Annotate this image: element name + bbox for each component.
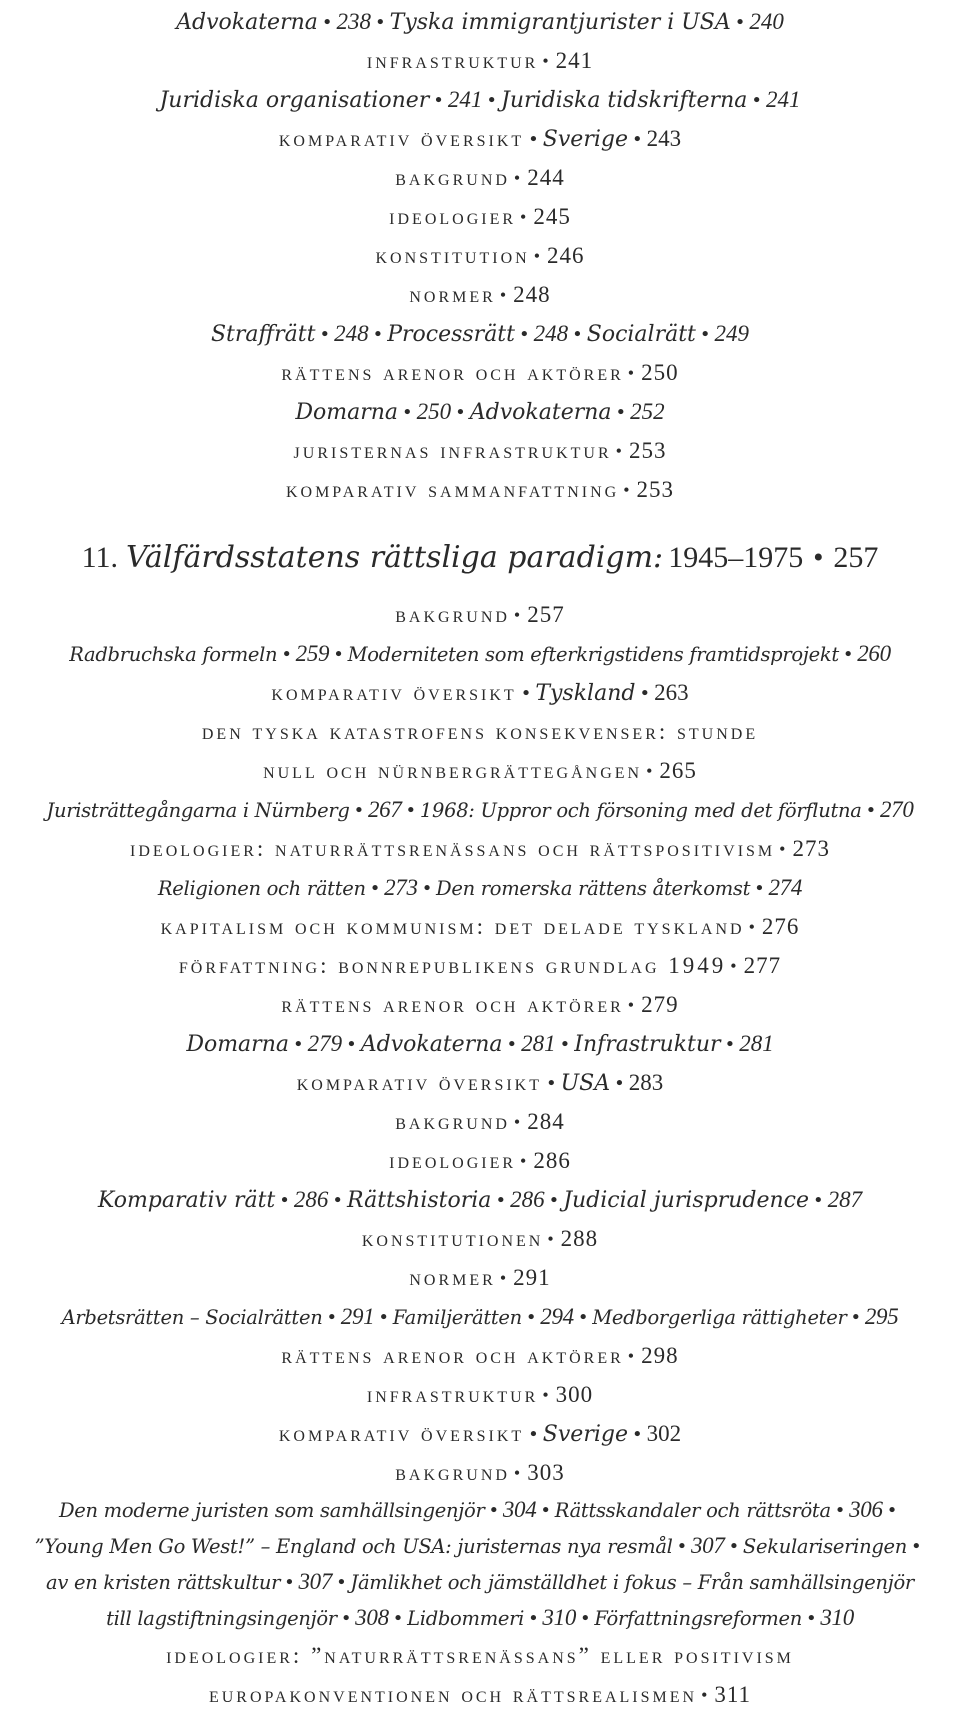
toc-entry — [0, 1564, 960, 1600]
bullet-separator: • — [639, 683, 651, 704]
bullet-separator: • — [676, 1536, 687, 1557]
toc-section-before — [0, 2, 960, 509]
bullet-separator: • — [372, 324, 384, 345]
toc-entry-page: 250 — [641, 360, 679, 385]
bullet-separator: • — [378, 1307, 389, 1328]
toc-entry-title: Socialrätt — [586, 322, 696, 347]
toc-entry-title: juristernas infrastruktur — [293, 438, 612, 463]
toc-entry-page: 273 — [792, 836, 830, 861]
bullet-separator: • — [284, 1572, 295, 1593]
toc-entry-title: av en kristen rättskultur — [46, 1571, 281, 1594]
toc-entry — [0, 1600, 960, 1636]
toc-entry-page: 304 — [502, 1497, 537, 1522]
toc-entry — [0, 1102, 960, 1141]
toc-entry — [0, 1528, 960, 1564]
bullet-separator: • — [779, 839, 789, 859]
toc-entry-page: 273 — [384, 875, 418, 900]
toc-entry-title: 1968: Uppror och försoning med det förflutna — [419, 799, 862, 822]
toc-entry-page: 270 — [879, 797, 914, 822]
toc-entry-title: Domarna — [186, 1032, 289, 1057]
toc-entry-page: 244 — [527, 165, 565, 190]
toc-entry — [0, 907, 960, 946]
bullet-separator: • — [402, 402, 413, 423]
bullet-separator: • — [321, 12, 333, 33]
toc-entry-title: Juristrättegångarna i Nürnberg — [46, 799, 350, 822]
toc-entry-page: 253 — [628, 438, 667, 463]
toc-entry-page: 279 — [307, 1031, 343, 1056]
bullet-separator: • — [805, 1608, 817, 1629]
toc-entry — [0, 41, 960, 80]
toc-entry-title: komparativ översikt — [271, 680, 517, 705]
toc-entry-page: 310 — [542, 1605, 577, 1630]
bullet-separator: • — [614, 1073, 625, 1094]
toc-entry-page: 250 — [416, 399, 452, 424]
toc-entry-title: Infrastruktur — [574, 1032, 721, 1057]
bullet-separator: • — [627, 363, 638, 383]
bullet-separator: • — [336, 1572, 347, 1593]
bullet-separator: • — [850, 1307, 861, 1328]
toc-entry-page: 253 — [636, 477, 675, 502]
bullet-separator: • — [627, 995, 638, 1015]
toc-entry-title: Moderniteten som efterkrigstidens framtidsprojekt — [347, 643, 839, 666]
toc-entry — [0, 1492, 960, 1528]
bullet-separator: • — [751, 90, 762, 111]
toc-entry-page: 283 — [628, 1070, 664, 1095]
toc-entry-page: 240 — [749, 9, 784, 34]
toc-entry-page: 277 — [743, 953, 782, 978]
bullet-separator: • — [528, 1608, 539, 1629]
toc-entry-page: 245 — [533, 204, 571, 229]
bullet-separator: • — [528, 129, 539, 150]
toc-entry-title: Sverige — [542, 1422, 628, 1447]
bullet-separator: • — [542, 51, 552, 71]
toc-entry-page: 246 — [547, 243, 585, 268]
bullet-separator: • — [724, 1034, 736, 1055]
toc-entry-page: 241 — [766, 87, 801, 112]
toc-entry-title: Sekulariseringen — [742, 1535, 908, 1558]
toc-entry-page: 286 — [293, 1187, 329, 1212]
toc-entry-page: 306 — [849, 1497, 883, 1522]
bullet-separator: • — [546, 1073, 557, 1094]
toc-entry-title: rättens arenor och aktörer — [281, 360, 624, 385]
toc-entry-page: 286 — [533, 1148, 571, 1173]
toc-entry-page: 281 — [521, 1031, 556, 1056]
toc-entry-page: 263 — [654, 680, 689, 705]
toc-entry-title: USA — [560, 1071, 611, 1096]
chapter-title: Välfärdsstatens rättsliga paradigm: — [125, 540, 664, 575]
bullet-separator: • — [520, 1151, 530, 1171]
bullet-separator: • — [520, 683, 532, 704]
toc-entry-page: 288 — [560, 1226, 599, 1251]
toc-entry-title: till lagstiftningsingenjör — [106, 1607, 337, 1630]
toc-entry — [0, 353, 960, 392]
bullet-separator: • — [842, 644, 854, 665]
toc-entry-page: 252 — [630, 399, 665, 424]
toc-entry — [0, 829, 960, 868]
toc-entry-page: 307 — [298, 1569, 333, 1594]
toc-entry-title: konstitutionen — [361, 1226, 544, 1251]
bullet-separator: • — [340, 1608, 352, 1629]
toc-entry-title: infrastruktur — [366, 1382, 539, 1407]
bullet-separator: • — [369, 878, 381, 899]
toc-entry — [0, 985, 960, 1024]
toc-entry-title: Straffrätt — [210, 322, 316, 347]
toc-entry — [0, 119, 960, 158]
toc-entry — [0, 1675, 960, 1714]
bullet-separator: • — [486, 90, 498, 111]
toc-entry-page: 276 — [761, 914, 800, 939]
toc-entry-title: Juridiska organisationer — [159, 88, 430, 113]
toc-entry-title: ideologier — [389, 1148, 517, 1173]
toc-entry-page: 257 — [527, 602, 565, 627]
bullet-separator: • — [353, 800, 364, 821]
bullet-separator: • — [332, 1190, 344, 1211]
bullet-separator: • — [811, 544, 826, 572]
bullet-separator: • — [813, 1190, 824, 1211]
bullet-separator: • — [559, 1034, 571, 1055]
toc-entry-page: 274 — [768, 875, 803, 900]
toc-entry-title: bakgrund — [395, 602, 510, 627]
bullet-separator: • — [525, 1307, 537, 1328]
bullet-separator: • — [499, 285, 510, 305]
toc-entry — [0, 790, 960, 829]
bullet-separator: • — [279, 1190, 290, 1211]
toc-entry-title: Arbetsrätten – Socialrätten — [61, 1306, 323, 1329]
toc-entry-page: 249 — [714, 321, 750, 346]
toc-entry-title: bakgrund — [395, 1460, 510, 1485]
bullet-separator: • — [728, 1536, 739, 1557]
toc-entry-title: den tyska katastrofens konsekvenser: stunde — [201, 719, 759, 744]
bullet-separator: • — [519, 324, 530, 345]
toc-entry — [0, 431, 960, 470]
toc-entry-title: konstitution — [375, 243, 530, 268]
bullet-separator: • — [911, 1536, 922, 1557]
bullet-separator: • — [319, 324, 331, 345]
toc-entry — [0, 673, 960, 712]
toc-entry-title: Författningsreformen — [594, 1607, 802, 1630]
bullet-separator: • — [513, 605, 524, 625]
toc-entry-title: normer — [409, 282, 496, 307]
toc-entry-page: 284 — [527, 1109, 565, 1134]
toc-entry-page: 260 — [857, 641, 891, 666]
toc-entry-page: 302 — [646, 1421, 682, 1446]
bullet-separator: • — [834, 1500, 846, 1521]
toc-entry — [0, 751, 960, 790]
bullet-separator: • — [513, 1463, 524, 1483]
bullet-separator: • — [572, 324, 583, 345]
toc-entry-title: Den romerska rättens återkomst — [436, 877, 751, 900]
toc-entry-title: Jämlikhet och jämställdhet i fokus – Från samhällsingenjör — [350, 1571, 914, 1594]
toc-entry-title: Processrätt — [387, 322, 515, 347]
toc-entry — [0, 1336, 960, 1375]
toc-entry-page: 308 — [355, 1605, 389, 1630]
toc-entry-title: Den moderne juristen som samhällsingenjör — [58, 1499, 485, 1522]
toc-entry — [0, 595, 960, 634]
bullet-separator: • — [886, 1500, 898, 1521]
bullet-separator: • — [730, 956, 740, 976]
toc-entry-page: 279 — [641, 992, 679, 1017]
bullet-separator: • — [421, 878, 433, 899]
toc-entry-page: 307 — [690, 1533, 725, 1558]
bullet-separator: • — [405, 800, 416, 821]
toc-entry-title: Tyska immigrantjurister i USA — [389, 10, 731, 35]
bullet-separator: • — [631, 1424, 643, 1445]
toc-entry-title: Advokaterna — [469, 400, 612, 425]
toc-entry-page: 295 — [864, 1304, 899, 1329]
toc-entry — [0, 712, 960, 751]
bullet-separator: • — [548, 1190, 560, 1211]
toc-entry-title: bakgrund — [395, 165, 510, 190]
toc-entry-page: 241 — [447, 87, 483, 112]
toc-entry-title: Juridiska tidskrifterna — [501, 88, 748, 113]
toc-entry — [0, 1219, 960, 1258]
bullet-separator: • — [533, 246, 543, 266]
toc-entry — [0, 1453, 960, 1492]
toc-entry — [0, 1141, 960, 1180]
toc-entry-title: Radbruchska formeln — [69, 643, 278, 666]
toc-entry-title: Advokaterna — [360, 1032, 503, 1057]
toc-entry-title: infrastruktur — [366, 48, 539, 73]
toc-entry-title: Lidbommeri — [407, 1607, 525, 1630]
toc-entry-title: Rättshistoria — [347, 1188, 492, 1213]
toc-entry-title: Judicial jurisprudence — [563, 1188, 810, 1213]
bullet-separator: • — [699, 324, 711, 345]
toc-entry-title: Medborgerliga rättigheter — [592, 1306, 847, 1329]
toc-entry — [0, 634, 960, 673]
chapter-number: 11. — [81, 541, 118, 574]
bullet-separator: • — [333, 644, 344, 665]
toc-entry-title: komparativ översikt — [278, 1421, 525, 1446]
toc-entry-page: 294 — [540, 1304, 574, 1329]
bullet-separator: • — [506, 1034, 518, 1055]
toc-entry-title: Tyskland — [535, 681, 636, 706]
bullet-separator: • — [375, 12, 386, 33]
toc-entry-title: ideologier: naturrättsrenässans och rättspositivism — [130, 836, 776, 861]
toc-entry-title: ideologier — [389, 204, 517, 229]
toc-entry — [0, 197, 960, 236]
toc-entry-title: komparativ översikt — [296, 1070, 543, 1095]
bullet-separator: • — [631, 129, 643, 150]
bullet-separator: • — [754, 878, 765, 899]
bullet-separator: • — [540, 1500, 551, 1521]
bullet-separator: • — [392, 1608, 404, 1629]
toc-entry — [0, 946, 960, 985]
bullet-separator: • — [495, 1190, 507, 1211]
toc-entry — [0, 236, 960, 275]
bullet-separator: • — [580, 1608, 591, 1629]
bullet-separator: • — [513, 1112, 524, 1132]
toc-entry-page: 286 — [510, 1187, 545, 1212]
toc-entry-title: ”Young Men Go West!” – England och USA: juristernas nya resmål — [34, 1535, 673, 1558]
bullet-separator: • — [748, 917, 758, 937]
toc-entry-page: 287 — [827, 1187, 863, 1212]
toc-entry-title: Komparativ rätt — [97, 1188, 276, 1213]
bullet-separator: • — [646, 761, 656, 781]
bullet-separator: • — [281, 644, 292, 665]
chapter-years: 1945–1975 — [668, 541, 804, 574]
bullet-separator: • — [547, 1229, 557, 1249]
bullet-separator: • — [734, 12, 746, 33]
bullet-separator: • — [292, 1034, 304, 1055]
toc-entry-title: bakgrund — [395, 1109, 510, 1134]
bullet-separator: • — [346, 1034, 357, 1055]
toc-entry-page: 243 — [646, 126, 682, 151]
toc-entry-page: 238 — [336, 9, 372, 34]
bullet-separator: • — [615, 441, 625, 461]
toc-entry — [0, 275, 960, 314]
toc-entry-page: 303 — [527, 1460, 565, 1485]
toc-entry-title: Domarna — [295, 400, 399, 425]
toc-entry-title: europakonventionen och rättsrealismen — [208, 1682, 698, 1707]
toc-entry-title: normer — [409, 1265, 496, 1290]
toc-entry-page: 248 — [513, 282, 551, 307]
toc-entry-page: 267 — [367, 797, 402, 822]
toc-entry-title: författning: bonnrepublikens grundlag 1949 — [178, 953, 727, 978]
bullet-separator: • — [528, 1424, 539, 1445]
chapter-heading — [0, 535, 960, 581]
bullet-separator: • — [488, 1500, 499, 1521]
toc-entry — [0, 1297, 960, 1336]
toc-entry-page: 248 — [533, 321, 569, 346]
toc-entry-title: Familjerätten — [392, 1306, 522, 1329]
bullet-separator: • — [577, 1307, 589, 1328]
bullet-separator: • — [513, 168, 524, 188]
toc-entry-page: 291 — [513, 1265, 551, 1290]
toc-entry-page: 300 — [555, 1382, 594, 1407]
toc-entry-page: 259 — [295, 641, 330, 666]
toc-entry-title: ideologier: ”naturrättsrenässans” eller positivism — [166, 1643, 794, 1668]
toc-entry — [0, 1414, 960, 1453]
toc-entry-page: 281 — [739, 1031, 774, 1056]
toc-entry-page: 310 — [820, 1605, 854, 1630]
toc-entry-page: 265 — [659, 758, 697, 783]
bullet-separator: • — [865, 800, 876, 821]
toc-entry — [0, 1063, 960, 1102]
bullet-separator: • — [701, 1685, 711, 1705]
toc-entry-page: 291 — [340, 1304, 375, 1329]
toc-entry-page: 248 — [334, 321, 369, 346]
toc-entry — [0, 1375, 960, 1414]
toc-entry — [0, 158, 960, 197]
toc-entry-title: Religionen och rätten — [157, 877, 366, 900]
bullet-separator: • — [499, 1268, 510, 1288]
toc-entry-title: komparativ översikt — [278, 126, 525, 151]
toc-entry — [0, 1024, 960, 1063]
toc-entry-title: null och nürnbergrättegången — [263, 758, 643, 783]
toc-entry-title: Rättsskandaler och rättsröta — [554, 1499, 831, 1522]
bullet-separator: • — [520, 207, 530, 227]
bullet-separator: • — [615, 402, 627, 423]
toc-entry — [0, 2, 960, 41]
toc-entry — [0, 314, 960, 353]
bullet-separator: • — [623, 480, 633, 500]
toc-entry-title: kapitalism och kommunism: det delade tyskland — [160, 914, 745, 939]
chapter-page: 257 — [833, 541, 879, 574]
toc-entry-title: komparativ sammanfattning — [285, 477, 620, 502]
bullet-separator: • — [542, 1385, 552, 1405]
bullet-separator: • — [627, 1346, 638, 1366]
toc-entry — [0, 1636, 960, 1675]
toc-entry-title: rättens arenor och aktörer — [281, 1343, 624, 1368]
toc-entry-page: 311 — [714, 1682, 752, 1707]
bullet-separator: • — [433, 90, 444, 111]
toc-entry — [0, 1180, 960, 1219]
toc-entry — [0, 392, 960, 431]
bullet-separator: • — [455, 402, 466, 423]
bullet-separator: • — [326, 1307, 337, 1328]
toc-entry-title: rättens arenor och aktörer — [281, 992, 624, 1017]
toc-entry-title: Advokaterna — [176, 10, 318, 35]
toc-entry-page: 241 — [555, 48, 594, 73]
toc-entry — [0, 868, 960, 907]
toc-entry — [0, 80, 960, 119]
toc-entry — [0, 470, 960, 509]
toc-entry — [0, 1258, 960, 1297]
toc-section-after — [0, 595, 960, 1714]
toc-entry-title: Sverige — [542, 127, 628, 152]
toc-entry-page: 298 — [641, 1343, 679, 1368]
